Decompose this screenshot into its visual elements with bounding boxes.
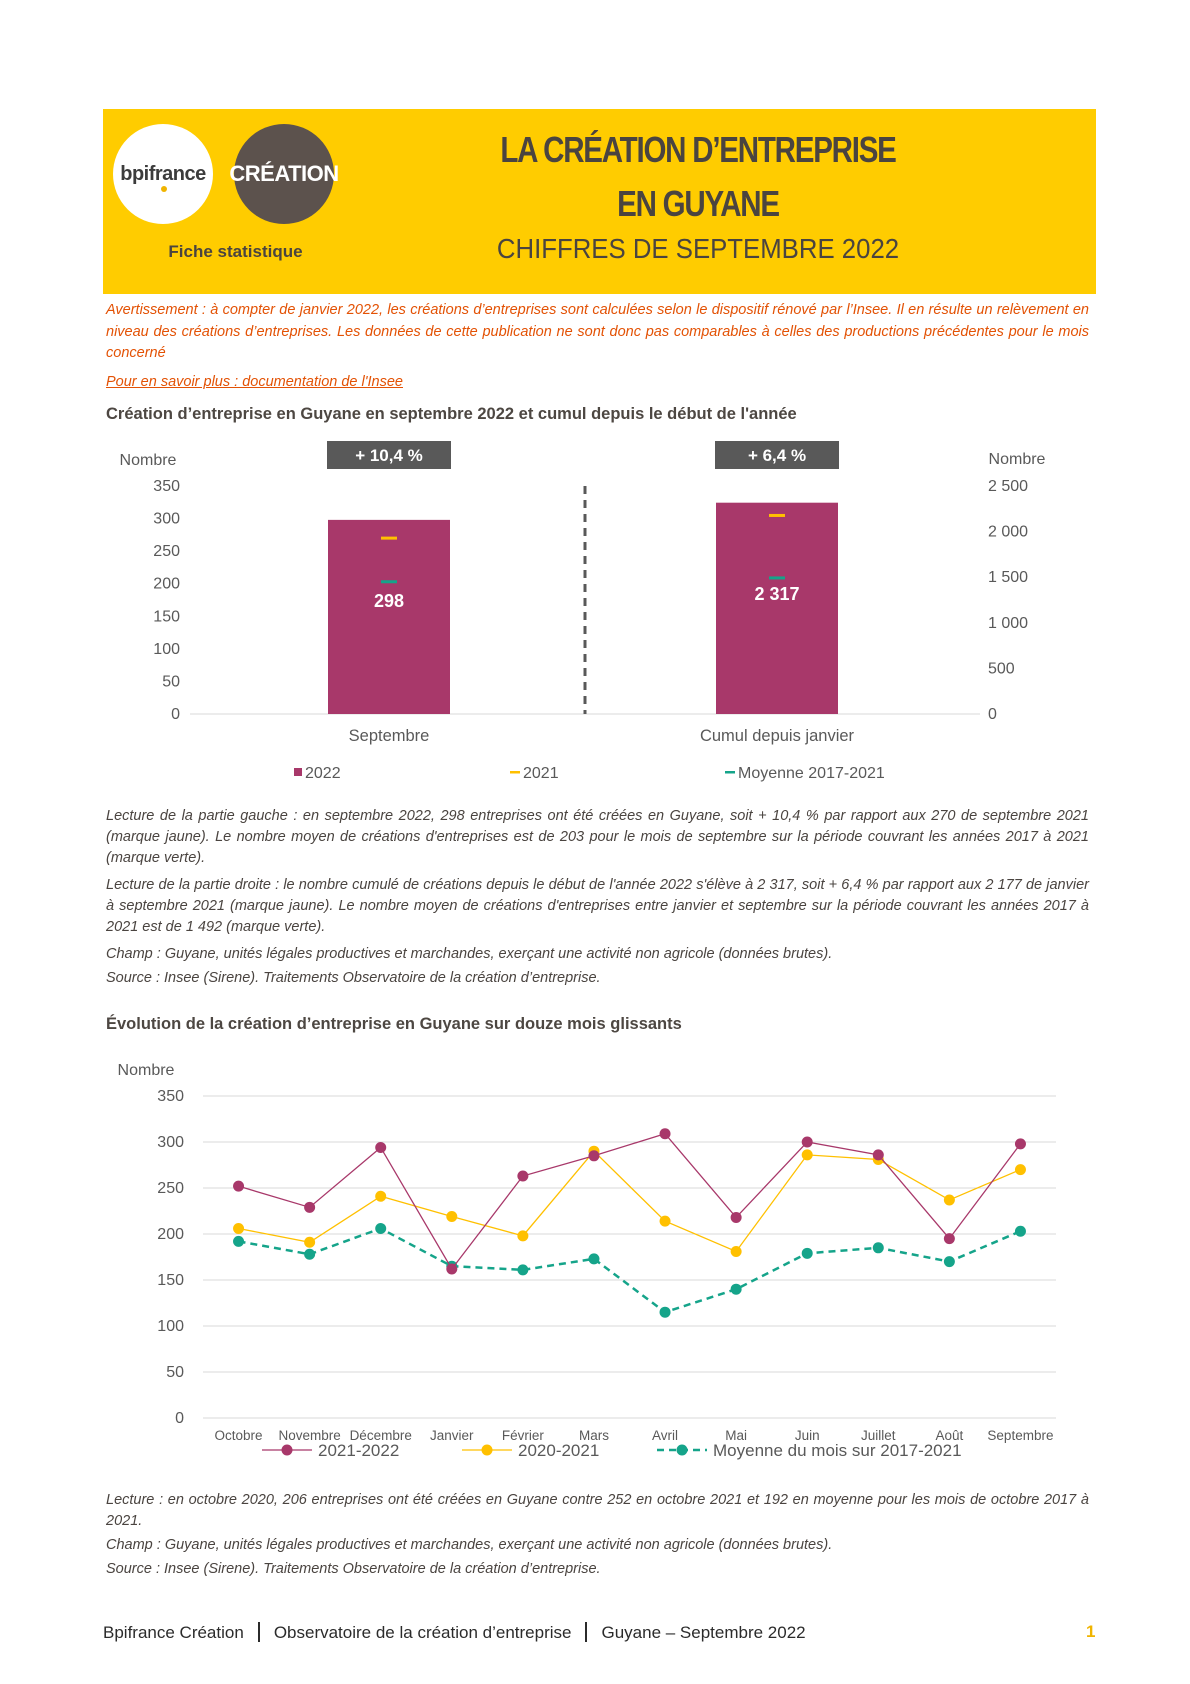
data-point (731, 1284, 742, 1295)
page-number: 1 (1086, 1622, 1096, 1641)
x-category-label: Février (501, 1428, 544, 1443)
y-tick-left: 350 (153, 478, 180, 495)
y-tick: 200 (157, 1226, 184, 1243)
y-axis-label: Nombre (117, 1062, 175, 1079)
data-point (375, 1191, 386, 1202)
y-tick: 0 (175, 1410, 184, 1427)
x-category-label: Octobre (214, 1428, 263, 1443)
bpifrance-logo-text: bpifrance (120, 162, 206, 185)
legend-marker (282, 1445, 293, 1456)
page-title-line2: EN GUYANE (617, 183, 779, 224)
y-tick-right: 1 500 (988, 569, 1029, 587)
marker-2021 (381, 537, 397, 540)
y-tick-right: 1 000 (988, 614, 1029, 632)
y-tick: 350 (157, 1088, 184, 1105)
legend-swatch (510, 771, 520, 774)
y-tick: 50 (166, 1364, 184, 1381)
footer-separator (585, 1622, 587, 1642)
fiche-label: Fiche statistique (168, 242, 303, 261)
x-category-label: Août (935, 1428, 964, 1443)
data-point (802, 1149, 813, 1160)
note-champ: Champ : Guyane, unités légales productives et marchandes, exerçant une activité non agricole (données brutes). (106, 946, 833, 962)
x-category-label: Septembre (348, 727, 430, 745)
note-reading-left: Lecture de la partie gauche : en septembre 2022, 298 entreprises ont été créées en Guyane, soit + 10,4 % par rapport aux 270 de septembre 2021 (marque jaune). Le nombre moyen de créations d'entreprises est de 203 pour le mois de septembre sur la période couvrant les années 2017 à 2021 (marque verte). (106, 808, 1089, 866)
y-tick-right: 2 500 (988, 478, 1029, 495)
y-tick-left: 200 (153, 575, 180, 593)
legend-swatch (294, 768, 302, 776)
footer-separator (258, 1622, 260, 1642)
footer (103, 1622, 806, 1643)
data-point (1015, 1138, 1026, 1149)
legend-label: Moyenne 2017-2021 (738, 765, 885, 782)
y-tick-left: 0 (171, 706, 180, 723)
header-banner (103, 109, 1096, 294)
marker-2021 (769, 514, 785, 517)
data-point (375, 1223, 386, 1234)
data-point (873, 1149, 884, 1160)
legend-label: 2021-2022 (318, 1441, 400, 1460)
data-point (1015, 1164, 1026, 1175)
legend-label: 2020-2021 (518, 1441, 600, 1460)
data-point (588, 1253, 599, 1264)
x-category-label: Mars (578, 1428, 609, 1443)
data-point (944, 1233, 955, 1244)
data-point (233, 1236, 244, 1247)
note-reading: Lecture : en octobre 2020, 206 entreprises ont été créées en Guyane contre 252 en octobre 2021 et 192 en moyenne pour les mois de octobre 2017 à 2021. (106, 1492, 1089, 1529)
y-axis-label-left: Nombre (119, 452, 177, 469)
series-line (239, 1134, 1021, 1269)
page-title-line1: LA CRÉATION D’ENTREPRISE (500, 129, 896, 170)
data-point (233, 1181, 244, 1192)
section2-notes (106, 1490, 1089, 1580)
bpifrance-logo (113, 124, 213, 224)
y-tick-left: 150 (153, 608, 180, 626)
data-point (873, 1242, 884, 1253)
data-point (731, 1246, 742, 1257)
x-category-label: Cumul depuis janvier (699, 727, 855, 745)
data-point (802, 1248, 813, 1259)
variation-badge-text: + 6,4 % (747, 446, 807, 465)
note-champ: Champ : Guyane, unités légales productives et marchandes, exerçant une activité non agricole (données brutes). (106, 1537, 833, 1553)
data-point (304, 1249, 315, 1260)
data-point (517, 1264, 528, 1275)
x-category-label: Janvier (430, 1428, 474, 1443)
footer-region-date: Guyane – Septembre 2022 (601, 1623, 806, 1642)
x-category-label: Mai (725, 1428, 748, 1443)
y-tick-left: 300 (153, 510, 180, 528)
bar-value-label: 298 (373, 591, 405, 612)
bar-2022 (716, 503, 838, 714)
y-tick-left: 100 (153, 640, 180, 658)
legend-label: 2021 (523, 765, 559, 782)
x-category-label: Avril (652, 1428, 679, 1443)
bar-value-label: 2 317 (754, 583, 800, 604)
x-category-label: Juin (794, 1428, 820, 1443)
marker-moyenne (381, 580, 397, 583)
data-point (944, 1194, 955, 1205)
footer-brand: Bpifrance Création (103, 1623, 244, 1642)
y-tick: 100 (157, 1318, 184, 1335)
creation-logo-text: CRÉATION (229, 161, 339, 186)
x-category-label: Juillet (861, 1428, 896, 1443)
y-tick-right: 500 (988, 660, 1015, 678)
y-axis-label-right: Nombre (988, 451, 1046, 468)
data-point (517, 1171, 528, 1182)
x-category-label: Décembre (349, 1428, 412, 1443)
data-point (660, 1216, 671, 1227)
data-point (304, 1202, 315, 1213)
creation-logo (229, 124, 339, 224)
data-point (731, 1212, 742, 1223)
x-category-label: Septembre (987, 1428, 1054, 1443)
y-tick-right: 0 (988, 706, 997, 723)
page-subtitle: CHIFFRES DE SEPTEMBRE 2022 (496, 233, 900, 264)
data-point (375, 1142, 386, 1153)
data-point (944, 1256, 955, 1267)
bar-2022 (328, 520, 450, 714)
y-tick-left: 50 (162, 673, 180, 691)
data-point (1015, 1226, 1026, 1237)
data-point (304, 1237, 315, 1248)
data-point (233, 1223, 244, 1234)
section2-title: Évolution de la création d’entreprise en Guyane sur douze mois glissants (106, 1015, 682, 1033)
section1-title: Création d’entreprise en Guyane en septembre 2022 et cumul depuis le début de l'année (106, 405, 797, 423)
data-point (446, 1263, 457, 1274)
x-category-label: Novembre (278, 1428, 341, 1443)
y-tick-left: 250 (153, 543, 180, 561)
variation-badge-text: + 10,4 % (355, 446, 423, 465)
warning-text: Avertissement : à compter de janvier 2022, les créations d’entreprises sont calculées selon le dispositif rénové par l’Insee. Il en résulte un relèvement en niveau des créations d’entreprises. Les données de cette publication ne sont donc pas comparables à celles des productions précédentes pour le mois concerné (106, 302, 1089, 361)
legend-marker (677, 1445, 688, 1456)
data-point (660, 1307, 671, 1318)
note-source: Source : Insee (Sirene). Traitements Observatoire de la création d’entreprise. (106, 1561, 601, 1577)
data-point (588, 1150, 599, 1161)
data-point (517, 1230, 528, 1241)
data-point (802, 1137, 813, 1148)
series-line (239, 1228, 1021, 1312)
y-tick: 150 (157, 1272, 184, 1289)
line-chart (0, 1050, 1190, 1470)
y-tick: 250 (157, 1180, 184, 1197)
footer-observatoire: Observatoire de la création d’entreprise (273, 1623, 572, 1642)
marker-moyenne (769, 576, 785, 579)
section1-notes (106, 806, 1089, 989)
legend-swatch (725, 771, 735, 774)
legend-marker (482, 1445, 493, 1456)
data-point (660, 1128, 671, 1139)
legend-label: 2022 (305, 765, 341, 782)
legend-label: Moyenne du mois sur 2017-2021 (713, 1441, 962, 1460)
bar-chart (0, 440, 1190, 785)
insee-doc-link[interactable]: Pour en savoir plus : documentation de l'Insee (106, 374, 403, 390)
y-tick: 300 (157, 1134, 184, 1151)
note-source: Source : Insee (Sirene). Traitements Observatoire de la création d’entreprise. (106, 970, 601, 986)
note-reading-right: Lecture de la partie droite : le nombre cumulé de créations depuis le début de l'année 2022 s'élève à 2 317, soit + 6,4 % par rapport aux 2 177 de janvier à septembre 2021 (marque jaune). Le nombre moyen de créations d'entreprises entre janvier et septembre sur la période couvrant les années 2017 à 2021 est de 1 492 (marque verte). (106, 877, 1089, 935)
y-tick-right: 2 000 (988, 523, 1029, 541)
data-point (446, 1211, 457, 1222)
